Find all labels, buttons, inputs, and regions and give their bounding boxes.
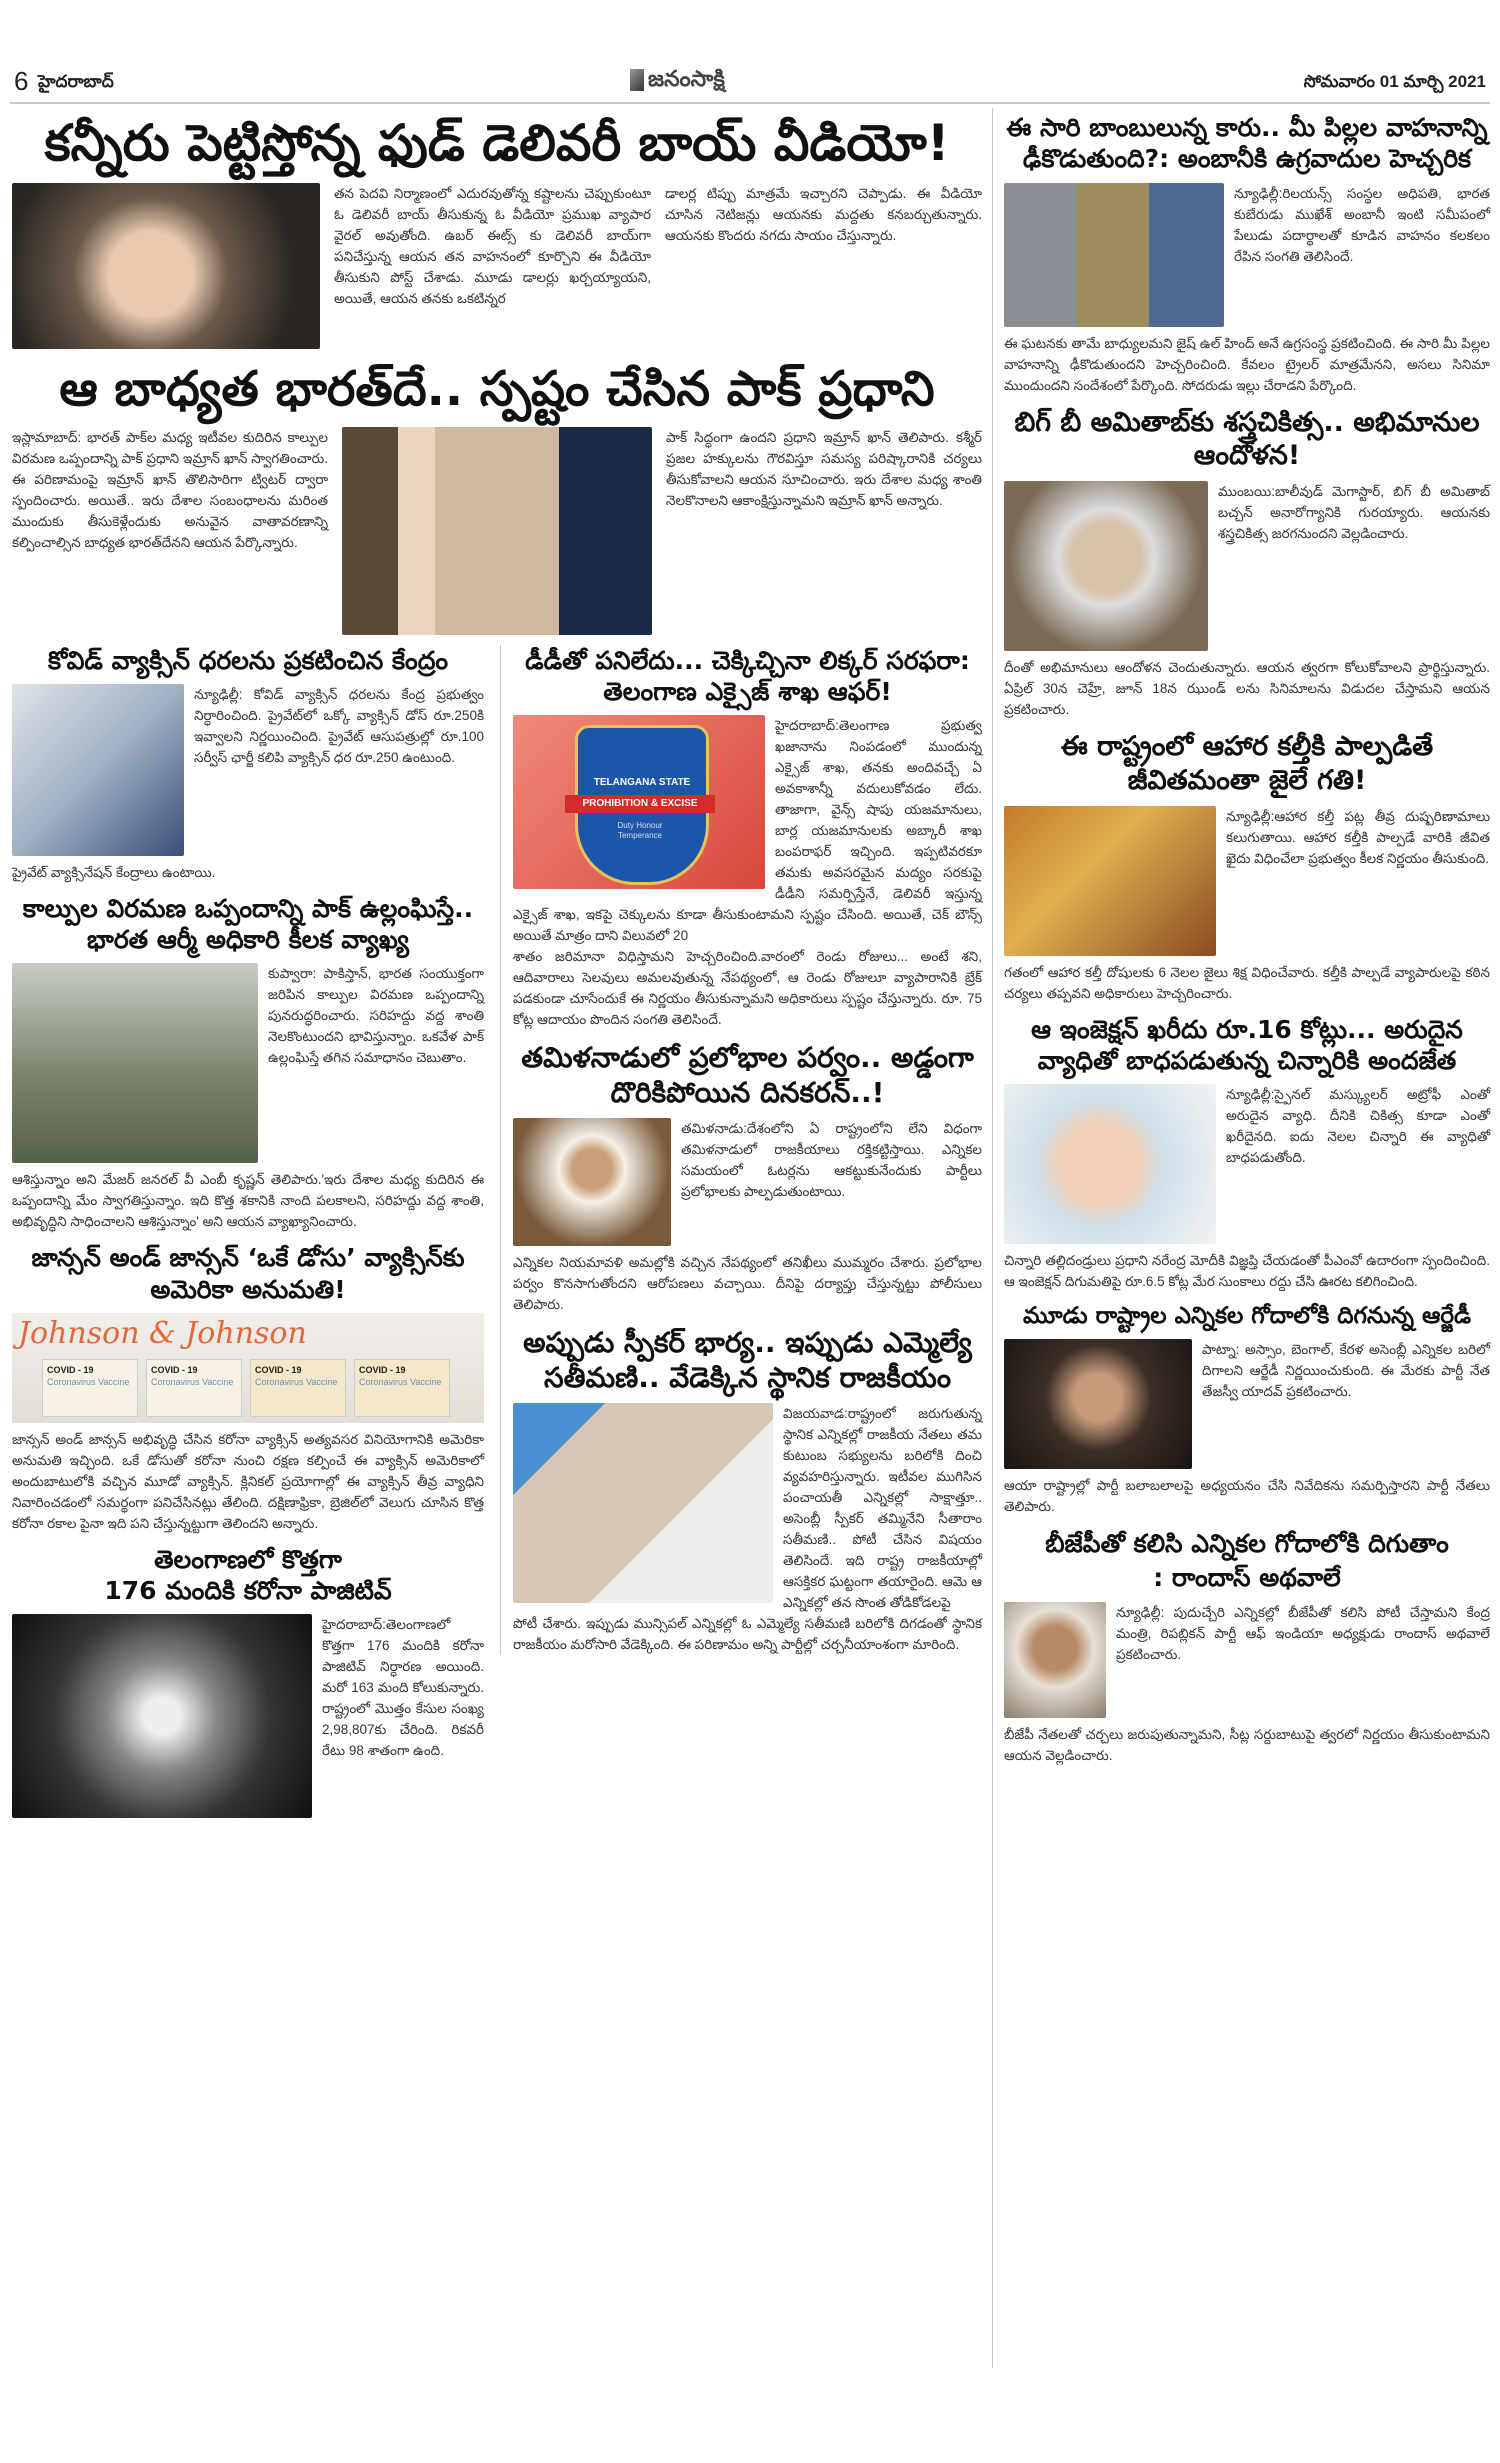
article-body: బీజేపీ నేతలతో చర్చలు జరుపుతున్నామని, సీట్ల సర్దుబాటుపై త్వరలో నిర్ణయం తీసుకుంటామని ఆయన వెల్లడించారు. — [1004, 1727, 1490, 1764]
article-body: ముంబయి:బాలీవుడ్ మెగాస్టార్, బిగ్ బీ అమితాబ్ బచ్చన్ అనారోగ్యానికి గురయ్యారు. ఆయనకు శస్త్రచికిత్స జరగనుందని వెల్లడించారు. — [1218, 484, 1490, 541]
soldiers-photo — [12, 963, 258, 1163]
masthead-logo — [630, 66, 725, 97]
food-market-photo — [1004, 806, 1216, 956]
article-body: డాలర్ల టిప్పు మాత్రమే ఇచ్చారని చెప్పాడు. ఈ వీడియో చూసిన నెటిజన్లు ఆయనకు మద్దతు కనబర్చుతున్నారు. ఆయనకు కొందరు నగదు సాయం చేస్తున్నారు. — [665, 185, 982, 243]
headline-line: తెలంగాణలో కొత్తగా — [154, 1544, 342, 1574]
article-body: ఆశిస్తున్నాం అని మేజర్ జనరల్ వీ ఎంబీ కృష్ణన్ తెలిపారు.'ఇరు దేశాల మధ్య కుదిరిన ఈ ఒప్పందాన్ని మేం స్వాగతిస్తున్నాం. ఇది కొత్త శకానికి నాంది పలకాలని, సరిహద్దు వద్ద శాంతి, అభివృద్ధిని సాధించాలని ఆశిస్తున్నాం' అని ఆయన వ్యాఖ్యానించారు. — [12, 1172, 484, 1230]
vial: COVID - 19 Coronavirus Vaccine — [354, 1359, 450, 1417]
voting-photo — [513, 1403, 773, 1603]
article-pak-pm — [12, 359, 982, 635]
child-photo — [1004, 1084, 1216, 1244]
header-divider — [10, 102, 1490, 104]
headline-line: : రాందాస్ అథవాలే — [1153, 1562, 1341, 1592]
article-body: విజయవాడ:రాష్ట్రంలో జరుగుతున్న స్థానిక ఎన్నికల్లో రాజకీయ నేతలు తమ కుటుంబ సభ్యులను బరిలోకి దించి వ్యవహరిస్తున్నారు. ఇటీవల ముగిసిన పంచాయతీ ఎన్నికల్లో సాక్షాత్తూ.. అసెంబ్లీ స్పీకర్ తమ్మినేని సీతారాం సతీమణి.. పోటీ చేసిన విషయం తెలిసిందే. ఇది రాష్ట్ర రాజకీయాల్లో ఆసక్తికర ఘట్టంగా తయారైంది. ఆమె ఆ ఎన్నికల్లో తన సొంత తోడికోడలపై — [783, 1406, 982, 1610]
ambani-photo — [1004, 183, 1224, 327]
article-speaker — [513, 1325, 982, 1655]
page-number: 6 — [14, 66, 29, 96]
headline-pak-pm: ఆ బాధ్యత భారత్‌దే.. స్పష్టం చేసిన పాక్ ప్రధాని — [59, 360, 935, 417]
article-body: పోటీ చేశారు. ఇప్పుడు మున్సిపల్ ఎన్నికల్లో ఓ ఎమ్మెల్యే సతీమణి బరిలోకి దిగడంతో స్థానిక రాజకీయం మరోసారి వేడెక్కింది. ఈ పరిణామం అన్ని పార్టీల్లో చర్చనీయాంశంగా మారింది. — [513, 1616, 982, 1652]
logo-icon — [630, 69, 644, 91]
delivery-boy-photo — [12, 183, 320, 349]
edition-label: హైదరాబాద్ — [38, 72, 114, 91]
article-excise — [513, 645, 982, 1031]
article-body: తన పెదవి నిర్మాణంలో ఎదురవుతోన్న కష్టాలను చెప్పుకుంటూ ఓ డెలివరీ బాయ్ తీసుకున్న ఓ వీడియో ప్రముఖ వ్యాపార వైరల్ అవుతోంది. ఉబర్ ఈట్స్ కు డెలివరీ బాయ్‌గా పనిచేస్తున్న ఆయన తన వాహనంలో కూర్చొని ఈ వీడియో తీసుకుని పోస్ట్ చేశాడు. మూడు డాలర్లు ఖర్చయ్యాయని, అయితే, ఆయన తనకు ఒకటిన్నర — [334, 185, 651, 306]
headline-food-adulteration: ఈ రాష్ట్రంలో ఆహార కల్తీకి పాల్పడితే జీవితమంతా జైలే గతి! — [1060, 731, 1434, 796]
imran-khan-photo — [342, 427, 652, 635]
article-amitabh — [1004, 406, 1490, 721]
article-body: గతంలో ఆహార కల్తీ దోషులకు 6 నెలల జైలు శిక్ష విధించేవారు. కల్తీకి పాల్పడే వ్యాపారులపై కఠిన చర్యలు తప్పవని అధికారులు హెచ్చరించారు. — [1004, 964, 1490, 1001]
headline-johnson: జాన్సన్ అండ్ జాన్సన్ ‘ఒకే డోసు’ వ్యాక్సిన్‌కు అమెరికా అనుమతి! — [31, 1243, 465, 1304]
article-body: ఆయా రాష్ట్రాల్లో పార్టీ బలాబలాలపై అధ్యయనం చేసి నివేదికను సమర్పిస్తారని పార్టీ నేతలు తెలిపారు. — [1004, 1477, 1490, 1514]
headline-line: 176 మందికి కరోనా పాజిటివ్ — [104, 1576, 392, 1605]
article-body: జాన్సన్ అండ్ జాన్సన్ అభివృద్ధి చేసిన కరోనా వ్యాక్సిన్ అత్యవసర వినియోగానికి అమెరికా అనుమతి ఇచ్చింది. ఒకే డోసుతో కరోనా నుంచి రక్షణ కల్పించే ఈ వ్యాక్సిన్ అమెరికాలో అందుబాటులోకి వచ్చిన మూడో వ్యాక్సిన్. క్లినికల్ ప్రయోగాల్లో ఈ వ్యాక్సిన్ తీవ్ర వ్యాధిని నివారించడంలో సమర్థంగా పనిచేసినట్లు తేలింది. దక్షిణాఫ్రికా, బ్రెజిల్‌లో వెలుగు చూసిన కొత్త కరోనా రకాల పైనా ఇది పని చేస్తున్నట్టుగా తెలిందని అన్నారు. — [12, 1431, 484, 1531]
athawale-photo — [1004, 1602, 1106, 1718]
vaccine-syringe-photo — [12, 684, 184, 856]
article-injection — [1004, 1014, 1490, 1293]
headline-excise: డీడీతో పనిలేదు... చెక్కిచ్చినా లిక్కర్ సరఫరా: తెలంగాణ ఎక్సైజ్ శాఖ ఆఫర్! — [525, 645, 970, 706]
vial: COVID - 19 Coronavirus Vaccine — [146, 1359, 242, 1417]
badge-text: TELANGANA STATE — [593, 777, 691, 788]
article-body: హైదరాబాద్:తెలంగాణలో కొత్తగా 176 మందికి కరోనా పాజిటివ్ నిర్ధారణ అయింది. మరో 163 మంది కోలుకున్నారు. రాష్ట్రంలో మొత్తం కేసుల సంఖ్య 2,98,807కు చేరింది. రికవరీ రేటు 98 శాతంగా ఉంది. — [322, 1617, 484, 1759]
article-body: తమిళనాడు:దేశంలోని ఏ రాష్ట్రంలోని లేని విధంగా తమిళనాడులో రాజకీయాలు రక్తికట్టిస్తాయి. ఎన్నికల సమయంలో ఓటర్లను ఆకట్టుకునేందుకు పార్టీలు ప్రలోభాలకు పాల్పడుతుంటాయి. — [681, 1121, 982, 1199]
headline-food-delivery: కన్నీరు పెట్టిస్తోన్న ఫుడ్ డెలివరీ బాయ్ వీడియో! — [44, 114, 950, 172]
lower-columns — [12, 645, 982, 1825]
page-header — [14, 66, 1486, 100]
article-army — [12, 893, 484, 1233]
article-johnson — [12, 1242, 484, 1534]
article-body: న్యూఢిల్లీ: పుదుచ్చేరి ఎన్నికల్లో బీజేపీతో కలిసి పోటీ చేస్తామని కేంద్ర మంత్రి, రిపబ్లికన్ పార్టీ ఆఫ్ ఇండియా అధ్యక్షుడు రాందాస్ అథవాలే ప్రకటించారు. — [1116, 1605, 1490, 1663]
article-body: న్యూఢిల్లీ:స్పైనల్ మస్క్యులర్ అట్రోఫీ ఎంతో అరుదైన వ్యాధి. దీనికి చికిత్స కూడా ఎంతో ఖరీదైనది. ఐదు నెలల చిన్నారి ఈ వ్యాధితో బాధపడుతోంది. — [1226, 1087, 1490, 1165]
article-ambani — [1004, 112, 1490, 396]
headline-dinakaran: తమిళనాడులో ప్రలోభాల పర్వం.. అడ్డంగా దొరికిపోయిన దినకరన్..! — [521, 1041, 974, 1109]
article-body: ఈ ఘటనకు తామే బాధ్యులమని జైష్ ఉల్ హింద్ అనే ఉగ్రసంస్థ ప్రకటించింది. ఈ సారి మీ పిల్లల వాహనాన్ని ఢీకొడుతుందని హెచ్చరించింది. కేవలం ట్రైలర్ మాత్రమేనని, అసలు సినిమా ముందుందని సందేశంలో పేర్కొంది. సోదరుడు ఇల్లు చేరాడని పేర్కొంది. — [1004, 335, 1490, 393]
article-rjd — [1004, 1302, 1490, 1517]
amitabh-photo — [1004, 481, 1208, 651]
article-body: న్యూఢిల్లీ:రిలయన్స్ సంస్థల అధిపతి, భారత కుబేరుడు ముఖేశ్ అంబానీ ఇంటి సమీపంలో పేలుడు పదార్థాలతో కూడిన వాహనం కలకలం రేపిన సంగతి తెలిసిందే. — [1234, 185, 1490, 264]
headline-athawale — [1004, 1527, 1490, 1595]
article-body: హైదరాబాద్:తెలంగాణ ప్రభుత్వ ఖజానాను నింపడంలో ముందున్న ఎక్సైజ్ శాఖ, తనకు అందివచ్చే ఏ అవకాశాన్నీ వదులుకోవడం లేదు. తాజాగా, వైన్స్ షాపు యజమానులు, బార్ల యజమానులకు అబ్కారీ శాఖ బంపరాఫర్ ఇచ్చింది. ఇప్పటివరకూ తమకు అవసరమైన మద్యం సరకుపై డీడీని సమర్పిస్తేనే, డెలివరీ ఇస్తున్న ఎక్సైజ్ శాఖ, ఇకపై చెక్కులను కూడా తీసుకుంటామని స్పష్టం చేసింది. అయితే, చెక్ బౌన్స్ అయితే మాత్రం దాని విలువలో 20 — [513, 718, 982, 943]
excise-badge-image — [513, 715, 765, 889]
article-body: దీంతో అభిమానులు ఆందోళన చెందుతున్నారు. ఆయన త్వరగా కోలుకోవాలని ప్రార్థిస్తున్నారు. ఏప్రిల్ 30న చెహ్రే, జూన్ 18న ఝుండ్ లను సినిమాలను విడుదల చేస్తామని ఆయన ప్రకటించారు. — [1004, 660, 1490, 717]
left-subcolumn — [12, 645, 484, 1825]
column-divider — [992, 108, 993, 2368]
headline-speaker: అప్పుడు స్పీకర్ భార్య.. ఇప్పుడు ఎమ్మెల్యే సతీమణి.. వేడెక్కిన స్థానిక రాజకీయం — [523, 1326, 972, 1394]
headline-injection: ఆ ఇంజెక్షన్ ఖరీదు రూ.16 కోట్లు... అరుదైన వ్యాధితో బాధపడుతున్న చిన్నారికి అందజేత — [1031, 1014, 1463, 1075]
article-body: పాక్ సిద్ధంగా ఉందని ప్రధాని ఇమ్రాన్ ఖాన్ తెలిపారు. కశ్మీర్ ప్రజల హక్కులను గౌరవిస్తూ సమస్య పరిష్కారానికి చర్యలు తీసుకోవాలని ఆయన సూచించారు. ఇరు దేశాల మధ్య శాంతి నెలకొనాలని ఆకాంక్షిస్తున్నామని ఇమ్రాన్ ఖాన్ అన్నారు. — [666, 429, 982, 508]
johnson-vaccine-photo — [12, 1313, 484, 1423]
article-body: చిన్నారి తల్లిదండ్రులు ప్రధాని నరేంద్ర మోదీకి విజ్ఞప్తి చేయడంతో పీఎంవో ఉదారంగా స్పందించింది. ఆ ఇంజెక్షన్ దిగుమతిపై రూ.6.5 కోట్ల మేర సుంకాలు రద్దు చేసి ఊరట కలిగించింది. — [1004, 1253, 1490, 1289]
article-dinakaran — [513, 1040, 982, 1315]
right-column — [1004, 112, 1490, 1766]
vial: COVID - 19 Coronavirus Vaccine — [42, 1359, 138, 1417]
article-body: పాట్నా: అస్సాం, బెంగాల్, కేరళ అసెంబ్లీ ఎన్నికల బరిలో దిగాలని ఆర్జేడీ నిర్ణయించుకుంది. ఈ మేరకు పార్టీ నేత తేజస్వీ యాదవ్ ప్రకటించారు. — [1202, 1341, 1490, 1399]
article-body: న్యూఢిల్లీ: కోవిడ్ వ్యాక్సిన్ ధరలను కేంద్ర ప్రభుత్వం నిర్ధారించింది. ప్రైవేట్‌లో ఒక్కో వ్యాక్సిన్ డోస్ రూ.250కి ఇవ్వాలని నిర్ణయించింది. ప్రైవేట్ ఆసుపత్రుల్లో రూ.100 సర్వీస్ ఛార్జీ కలిపి వ్యాక్సిన్ ధర రూ.250 ఉంటుంది. — [194, 686, 484, 765]
article-body: కుప్వారా: పాకిస్తాన్, భారత సంయుక్తంగా జరిపిన కాల్పుల విరమణ ఒప్పందాన్ని పునరుద్ధరించారు. సరిహద్దు వద్ద శాంతి నెలకొంటుందని భావిస్తున్నాం. ఒకవేళ పాక్ ఉల్లంఘిస్తే తగిన సమాధానం చెబుతాం. — [268, 966, 484, 1066]
masthead-text: జనంసాక్షి — [648, 66, 725, 91]
article-telangana-corona — [12, 1544, 484, 1825]
article-food-adulteration — [1004, 730, 1490, 1004]
badge-text: PROHIBITION & EXCISE — [565, 795, 715, 813]
dinakaran-photo — [513, 1118, 671, 1246]
tejashwi-photo — [1004, 1339, 1192, 1469]
article-body: న్యూఢిల్లీ:ఆహార కల్తీ పట్ల తీవ్ర దుష్పరిణామాలు కలుగుతాయి. ఆహార కల్తీకి పాల్పడే వారికి జీవిత ఖైదు విధించేలా ప్రభుత్వం కీలక నిర్ణయం తీసుకుంది. — [1226, 808, 1490, 866]
article-food-delivery — [12, 112, 982, 349]
main-region — [12, 112, 982, 1824]
center-subcolumn — [500, 645, 982, 1656]
headline-line: బీజేపీతో కలిసి ఎన్నికల గోదాలోకి దిగుతాం — [1045, 1528, 1449, 1558]
headline-vaccine-price: కోవిడ్ వ్యాక్సిన్ ధరలను ప్రకటించిన కేంద్రం — [47, 645, 449, 675]
vial: COVID - 19 Coronavirus Vaccine — [250, 1359, 346, 1417]
headline-ambani: ఈ సారి బాంబులున్న కారు.. మీ పిల్లల వాహనాన్ని ఢీకొడుతుంది?: అంబానీకి ఉగ్రవాదుల హెచ్చరిక — [1006, 113, 1488, 174]
badge-text: Duty Honour Temperance — [617, 821, 663, 840]
article-body: ఎన్నికల నియమావళి అమల్లోకి వచ్చిన నేపథ్యంలో తనిఖీలు ముమ్మరం చేశారు. ప్రలోభాల పర్వం కొనసాగుతోందని ఆరోపణలు వచ్చాయి. దీనిపై దర్యాప్తు చేస్తున్నట్టు పోలీసులు తెలిపారు. — [513, 1255, 982, 1312]
article-body: శాతం జరిమానా విధిస్తామని హెచ్చరించింది.వారంలో రెండు రోజులు... అంటే శని, ఆదివారాలు సెలవులు అమలవుతున్న నేపథ్యంలో, ఆ రెండు రోజులూ వ్యాపారానికి బ్రేక్ పడకుండా చూసేందుకే ఈ నిర్ణయం తీసుకున్నామని అధికారులు స్పష్టం చేస్తున్నారు. రూ. 75 కోట్ల ఆదాయం పొందిన సంగతి తెలిసిందే. — [513, 949, 982, 1027]
headline-telangana-corona — [12, 1544, 484, 1607]
headline-rjd: మూడు రాష్ట్రాల ఎన్నికల గోదాలోకి దిగనున్న ఆర్జేడీ — [1022, 1303, 1472, 1329]
brand-text: Johnson & Johnson — [18, 1315, 307, 1351]
headline-army: కాల్పుల విరమణ ఒప్పందాన్ని పాక్ ఉల్లంఘిస్తే.. భారత ఆర్మీ అధికారి కీలక వ్యాఖ్య — [22, 893, 474, 954]
article-body: ప్రైవేట్ వ్యాక్సినేషన్ కేంద్రాలు ఉంటాయి. — [12, 864, 216, 880]
headline-amitabh: బిగ్ బీ అమితాబ్‌కు శస్త్రచికిత్స.. అభిమానుల ఆందోళన! — [1014, 406, 1480, 472]
coronavirus-image — [12, 1614, 312, 1818]
article-athawale — [1004, 1527, 1490, 1767]
article-body: ఇస్లామాబాద్: భారత్ పాక్‌ల మధ్య ఇటీవల కుదిరిన కాల్పుల విరమణ ఒప్పందాన్ని పాక్ ప్రధాని ఇమ్రాన్ ఖాన్ స్వాగతించారు. ఈ పరిణామంపై ఇమ్రాన్ ఖాన్ తొలిసారిగా ట్విటర్ ద్వారా స్పందించారు. అయితే.. ఇరు దేశాల సంబంధాలను మరింత ముందుకు తీసుకెళ్లేందుకు అనువైన వాతావరణాన్ని కల్పించాల్సిన బాధ్యత భారత్‌దేనని ఆయన పేర్కొన్నారు. — [12, 429, 328, 550]
article-vaccine-price — [12, 645, 484, 883]
issue-date: సోమవారం 01 మార్చి 2021 — [1303, 72, 1486, 91]
